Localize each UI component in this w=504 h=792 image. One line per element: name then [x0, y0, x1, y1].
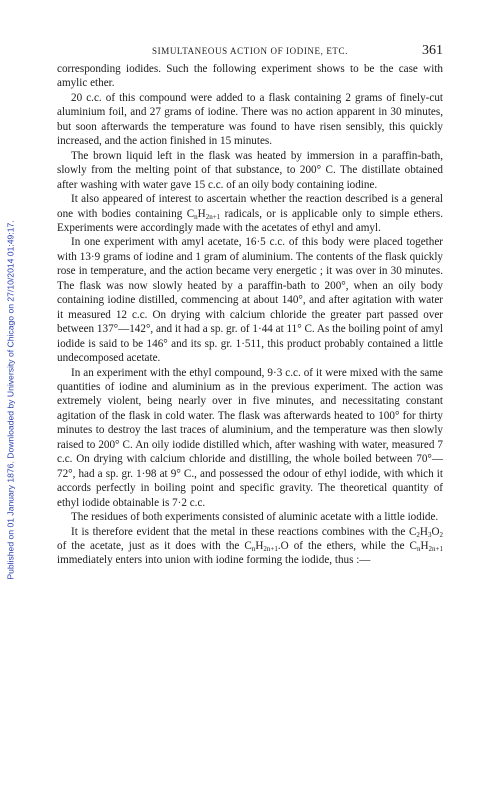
- text-run: H: [197, 207, 206, 220]
- publication-watermark: [4, 100, 18, 700]
- paragraph: [57, 91, 443, 149]
- text-run: In one experiment with amyl acetate, 16·5 c.c. of this body were placed together with 13·9 grams of iodine and 1 gram of aluminium. The contents of the flask quickly rose in temperature, and the action became very energetic ; it was over in 30 minutes. The flask was now slowly heated by a paraffin-bath to 200°, when an oily body containing iodine distilled, commencing at about 140°, and after agitation with water it measured 12 c.c. On drying with calcium chloride the greater part passed over between 137°—142°, and it had a sp. gr. of 1·44 at 11° C. As the boiling point of amyl iodide is said to be 146° and its sp. gr. 1·511, this product probably contained a little undecomposed acetate.: [57, 236, 443, 365]
- page-header: [57, 42, 443, 62]
- paragraph: [57, 235, 443, 365]
- formula-subscript: 2: [439, 530, 443, 539]
- text-run: It is therefore evident that the metal in these reactions combines with the C: [71, 525, 417, 538]
- formula-subscript: 2n+1: [428, 544, 443, 553]
- page-number: 361: [422, 43, 443, 58]
- body-text: [57, 62, 443, 568]
- text-run: 20 c.c. of this compound were added to a flask containing 2 grams of finely-cut aluminium foil, and 27 grams of iodine. There was no action apparent in 30 minutes, but soon afterwards the temperature was found to have risen sensibly, this quickly increased, and the action finished in 15 minutes.: [57, 91, 443, 148]
- formula-subscript: n: [417, 544, 421, 553]
- formula-subscript: 2n+1: [205, 212, 221, 221]
- formula-subscript: 3: [427, 530, 432, 539]
- text-run: radicals, or is applicable only to simple ethers. Experiments were accordingly made with the acetates of ethyl and amyl.: [57, 207, 444, 234]
- paragraph: [57, 366, 443, 511]
- document-page: [57, 42, 443, 568]
- text-run: corresponding iodides. Such the following experiment shows to be the case with amylic ether.: [57, 63, 443, 90]
- paragraph: [57, 192, 443, 235]
- formula-subscript: n: [194, 212, 198, 221]
- running-title: SIMULTANEOUS ACTION OF IODINE, ETC.: [152, 46, 348, 56]
- paragraph: [57, 510, 443, 524]
- text-run: O: [431, 525, 440, 538]
- text-run: It also appeared of interest to ascertain whether the reaction described is a general one with bodies containing C: [57, 193, 443, 220]
- formula-subscript: 2n+1: [263, 544, 278, 553]
- text-run: H: [420, 539, 429, 552]
- formula-subscript: n: [251, 544, 256, 553]
- text-run: H: [255, 539, 264, 552]
- text-run: immediately enters into union with iodine forming the iodide, thus :—: [57, 554, 371, 567]
- paragraph: [57, 62, 443, 91]
- text-run: The brown liquid left in the flask was heated by immersion in a paraffin-bath, slowly from the melting point of that substance, to 200° C. The distillate obtained after washing with water gave 15 c.c. of an oily body containing iodine.: [57, 149, 443, 191]
- text-run: H: [419, 525, 428, 538]
- paragraph: [57, 525, 443, 568]
- text-run: In an experiment with the ethyl compound, 9·3 c.c. of it were mixed with the same quantities of iodine and aluminium as in the previous experiment. The action was extremely violent, being nearly over in five minutes, and necessitating constant agitation of the flask in cold water. The flask was afterwards heated to 100° for thirty minutes to destroy the last traces of aluminium, and the temperature was then slowly raised to 200° C. An oily iodide distilled which, after washing with water, measured 7 c.c. On drying with calcium chloride and distilling, the whole boiled between 70°—72°, had a sp. gr. 1·98 at 9° C., and possessed the odour of ethyl iodide, with which it accords perfectly in boiling point and specific gravity. The theoretical quantity of ethyl iodide obtainable is 7·2 c.c.: [57, 366, 443, 509]
- watermark-text: Published on 01 January 1876. Downloaded by University of Chicago on 27/10/2014 01:49:17.: [6, 220, 16, 580]
- text-run: .O of the ethers, while the C: [277, 539, 417, 552]
- text-run: The residues of both experiments consisted of aluminic acetate with a little iodide.: [71, 511, 439, 524]
- paragraph: [57, 149, 443, 192]
- text-run: of the acetate, just as it does with the C: [57, 539, 252, 552]
- formula-subscript: 2: [416, 530, 420, 539]
